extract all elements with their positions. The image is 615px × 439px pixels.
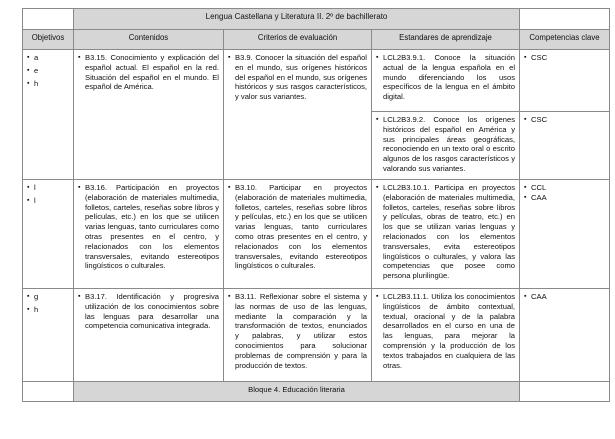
contenido-cell	[74, 50, 224, 180]
footer-blank-right	[520, 382, 610, 402]
bullet-icon: ▪	[524, 184, 527, 191]
list-item	[524, 292, 605, 302]
bullet-icon: ▪	[27, 66, 30, 74]
estandar-text: LCL2B3.11.1. Utiliza los conocimientos lingüísticos de ámbito contextual, textual, oracional y de la palabra desarrollados en el curso en una de las lenguas, para mejorar la comprensión y la producción de los textos trabajados en cualquiera de las otras.	[383, 292, 516, 370]
list-item	[376, 183, 515, 281]
bullet-icon: ▪	[27, 293, 30, 300]
list-item	[376, 115, 515, 174]
bullet-icon: ▪	[228, 54, 231, 61]
header-criterios: Criterios de evaluación	[224, 30, 372, 50]
competencias-cell	[520, 180, 610, 289]
bullet-icon: ▪	[524, 54, 527, 61]
list-item	[524, 115, 605, 125]
list-item	[27, 292, 69, 302]
list-item	[376, 292, 515, 370]
estandar-text: LCL2B3.9.2. Conoce los orígenes históricos del español en América y sus principales áreas geográficas, reconociendo en un texto oral o escrito algunos de los rasgos característicos y valorando sus variantes.	[383, 115, 516, 173]
list-item	[27, 196, 69, 206]
table-row	[23, 289, 610, 382]
estandar-text: LCL2B3.9.1. Conoce la situación actual de la lengua española en el mundo diferenciando los usos específicos de la lengua en el ámbito digital.	[383, 53, 516, 102]
list-item	[78, 53, 219, 92]
bullet-icon: ▪	[524, 293, 527, 300]
list-item	[78, 183, 219, 271]
estandar-cell	[372, 289, 520, 382]
competencias-cell	[520, 289, 610, 382]
block-footer-title: Bloque 4. Educación literaria	[74, 382, 520, 402]
list-item	[228, 292, 367, 370]
objetivos-cell	[23, 180, 74, 289]
objetivos-cell	[23, 289, 74, 382]
competencia-value: CAA	[531, 192, 547, 202]
estandar-cell	[372, 112, 520, 180]
contenido-cell	[74, 180, 224, 289]
table-row	[23, 50, 610, 112]
bullet-icon: ▪	[27, 305, 30, 313]
bullet-icon: ▪	[524, 116, 527, 123]
header-contenidos: Contenidos	[74, 30, 224, 50]
criterio-text: B3.11. Reflexionar sobre el sistema y las normas de uso de las lenguas, mediante la comparación y la transformación de textos, enunciados y palabras, y utilizar estos conocimientos para solucionar problemas de comprensión y para la producción de textos.	[235, 292, 367, 370]
estandar-text: LCL2B3.10.1. Participa en proyectos (elaboración de materiales multimedia, folletos, carteles, reseñas sobre libros y películas, obras de teatro, etc.) en los que se utilizan varias lenguas y relacionados con los elementos transversales, evita estereotipos lingüísticos o culturales, y valora las competencias que posee como persona plurilingüe.	[383, 183, 516, 281]
list-item	[27, 53, 69, 63]
criterio-cell	[224, 289, 372, 382]
list-item	[27, 183, 69, 193]
header-objetivos: Objetivos	[23, 30, 74, 50]
table-row	[23, 180, 610, 289]
bullet-icon: ▪	[78, 184, 81, 191]
objetivo-value: l	[34, 195, 36, 205]
bullet-icon: ▪	[228, 293, 231, 300]
competencia-value: CCL	[531, 183, 547, 192]
list-item	[228, 53, 367, 102]
contenido-text: B3.17. Identificación y progresiva utilización de los conocimientos sobre las lenguas para desarrollar una competencia comunicativa integrada.	[85, 292, 219, 331]
title-blank-right	[520, 9, 610, 30]
contenido-text: B3.16. Participación en proyectos (elaboración de materiales multimedia, folletos, carteles, reseñas sobre libros y películas, etc.) en los que se utilicen varias lenguas, tanto curriculares como otras presentes en el centro, y relacionados con los elementos transversales, evitando estereotipos lingüísticos o culturales.	[85, 183, 219, 271]
header-row	[23, 30, 610, 50]
bullet-icon: ▪	[524, 193, 527, 201]
bullet-icon: ▪	[27, 54, 30, 61]
competencias-cell	[520, 112, 610, 180]
bullet-icon: ▪	[376, 293, 379, 300]
objetivos-cell	[23, 50, 74, 180]
list-item	[524, 193, 605, 203]
table-title: Lengua Castellana y Literatura II. 2º de bachillerato	[74, 9, 520, 30]
list-item	[27, 79, 69, 89]
bullet-icon: ▪	[78, 293, 81, 300]
bullet-icon: ▪	[27, 184, 30, 191]
contenido-cell	[74, 289, 224, 382]
objetivo-value: e	[34, 65, 39, 75]
estandar-cell	[372, 50, 520, 112]
footer-blank-left	[23, 382, 74, 402]
list-item	[524, 183, 605, 193]
curriculum-table	[22, 8, 610, 402]
bullet-icon: ▪	[376, 116, 379, 123]
title-blank-left	[23, 9, 74, 30]
criterio-text: B3.9. Conocer la situación del español en el mundo, sus orígenes históricos del español en el mundo, sus orígenes históricos y sus rasgos característicos, y valor sus variantes.	[235, 53, 367, 102]
criterio-text: B3.10. Participar en proyectos (elaboración de materiales multimedia, folletos, carteles, reseñas sobre libros y películas, etc.) en los que se utilicen varias lenguas, tanto curriculares como otras presentes en el centro, y relacionados con los elementos transversales, evitando estereotipos lingüísticos o culturales.	[235, 183, 367, 271]
objetivo-value: g	[34, 292, 39, 301]
list-item	[524, 53, 605, 63]
bullet-icon: ▪	[27, 196, 30, 204]
competencia-value: CSC	[531, 115, 548, 124]
estandar-cell	[372, 180, 520, 289]
table-title-row	[23, 9, 610, 30]
competencias-cell	[520, 50, 610, 112]
list-item	[228, 183, 367, 271]
bullet-icon: ▪	[376, 54, 379, 61]
criterio-cell	[224, 180, 372, 289]
header-competencias: Competencias clave	[520, 30, 610, 50]
footer-row	[23, 382, 610, 402]
objetivo-value: h	[34, 304, 39, 314]
criterio-cell	[224, 50, 372, 180]
list-item	[27, 66, 69, 76]
objetivo-value: l	[34, 183, 36, 192]
list-item	[27, 305, 69, 315]
bullet-icon: ▪	[228, 184, 231, 191]
list-item	[376, 53, 515, 102]
bullet-icon: ▪	[27, 79, 30, 87]
competencia-value: CSC	[531, 53, 548, 62]
list-item	[78, 292, 219, 331]
contenido-text: B3.15. Conocimiento y explicación del español actual. El español en la red. Situación del español en el mundo. El español de América.	[85, 53, 219, 92]
objetivo-value: a	[34, 53, 39, 62]
bullet-icon: ▪	[376, 184, 379, 191]
bullet-icon: ▪	[78, 54, 81, 61]
objetivo-value: h	[34, 78, 39, 88]
header-estandares: Estandares de aprendizaje	[372, 30, 520, 50]
competencia-value: CAA	[531, 292, 547, 301]
